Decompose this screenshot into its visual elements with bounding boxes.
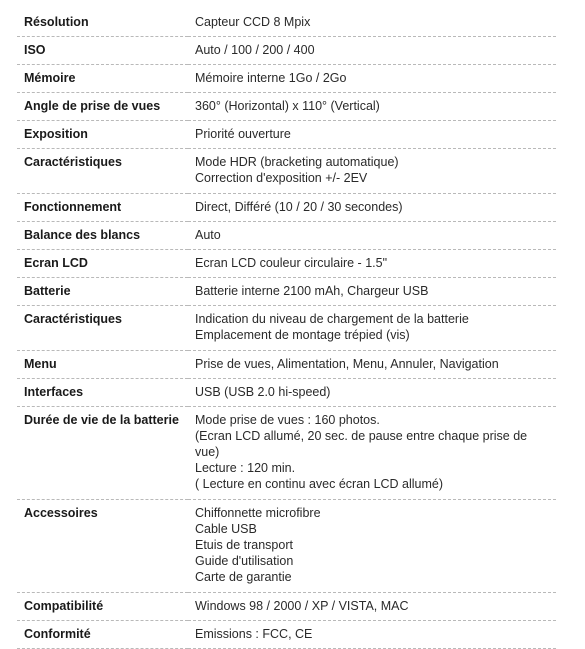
spec-value — [188, 278, 556, 306]
spec-value — [188, 379, 556, 407]
spec-row — [17, 149, 556, 194]
spec-value-line: Ecran LCD couleur circulaire - 1.5" — [195, 256, 388, 270]
spec-row — [17, 250, 556, 278]
spec-value — [188, 351, 556, 379]
spec-value-line: Batterie interne 2100 mAh, Chargeur USB — [195, 284, 429, 298]
spec-label: Accessoires — [17, 500, 188, 593]
spec-row — [17, 351, 556, 379]
spec-label: Caractéristiques — [17, 149, 188, 194]
spec-label: Angle de prise de vues — [17, 93, 188, 121]
spec-value-line: Carte de garantie — [195, 570, 292, 584]
spec-value-line: Mémoire interne 1Go / 2Go — [195, 71, 347, 85]
spec-label: Ecran LCD — [17, 250, 188, 278]
spec-value — [188, 121, 556, 149]
spec-row — [17, 278, 556, 306]
spec-value-line: USB (USB 2.0 hi-speed) — [195, 385, 331, 399]
spec-value — [188, 593, 556, 621]
spec-row — [17, 407, 556, 500]
spec-value — [188, 37, 556, 65]
spec-value-line: Cable USB — [195, 522, 257, 536]
spec-value — [188, 149, 556, 194]
spec-value-line: Chiffonnette microfibre — [195, 506, 321, 520]
spec-label: Batterie — [17, 278, 188, 306]
spec-row — [17, 500, 556, 593]
spec-label: Mémoire — [17, 65, 188, 93]
spec-value-line: (Ecran LCD allumé, 20 sec. de pause entre chaque prise de vue) — [195, 429, 528, 459]
spec-row — [17, 306, 556, 351]
spec-table-body — [17, 9, 556, 649]
spec-row — [17, 9, 556, 37]
spec-row — [17, 593, 556, 621]
spec-value-line: Mode prise de vues : 160 photos. — [195, 413, 380, 427]
spec-row — [17, 222, 556, 250]
spec-label: Caractéristiques — [17, 306, 188, 351]
spec-value — [188, 250, 556, 278]
spec-value-line: Etuis de transport — [195, 538, 293, 552]
spec-value-line: Auto / 100 / 200 / 400 — [195, 43, 315, 57]
spec-row — [17, 621, 556, 649]
spec-label: ISO — [17, 37, 188, 65]
spec-value — [188, 194, 556, 222]
spec-value-line: 360° (Horizontal) x 110° (Vertical) — [195, 99, 380, 113]
spec-value-line: Lecture : 120 min. — [195, 461, 296, 475]
spec-value-line: Emplacement de montage trépied (vis) — [195, 328, 410, 342]
spec-table — [17, 9, 556, 649]
spec-row — [17, 121, 556, 149]
spec-value — [188, 93, 556, 121]
spec-value-line: Capteur CCD 8 Mpix — [195, 15, 311, 29]
spec-row — [17, 194, 556, 222]
spec-value — [188, 500, 556, 593]
spec-value — [188, 407, 556, 500]
spec-value-line: Mode HDR (bracketing automatique) — [195, 155, 399, 169]
spec-row — [17, 93, 556, 121]
spec-value-line: Guide d'utilisation — [195, 554, 294, 568]
spec-label: Fonctionnement — [17, 194, 188, 222]
spec-value-line: Windows 98 / 2000 / XP / VISTA, MAC — [195, 599, 409, 613]
spec-value — [188, 222, 556, 250]
spec-value-line: Priorité ouverture — [195, 127, 291, 141]
spec-label: Interfaces — [17, 379, 188, 407]
spec-value-line: Auto — [195, 228, 221, 242]
spec-value-line: ( Lecture en continu avec écran LCD allumé) — [195, 477, 444, 491]
spec-label: Balance des blancs — [17, 222, 188, 250]
spec-value — [188, 306, 556, 351]
spec-value-line: Prise de vues, Alimentation, Menu, Annuler, Navigation — [195, 357, 499, 371]
spec-label: Menu — [17, 351, 188, 379]
spec-label: Conformité — [17, 621, 188, 649]
spec-label: Résolution — [17, 9, 188, 37]
spec-label: Exposition — [17, 121, 188, 149]
spec-value-line: Correction d'exposition +/- 2EV — [195, 171, 368, 185]
spec-row — [17, 379, 556, 407]
spec-value-line: Emissions : FCC, CE — [195, 627, 313, 641]
spec-row — [17, 37, 556, 65]
spec-value — [188, 621, 556, 649]
spec-label: Durée de vie de la batterie — [17, 407, 188, 500]
spec-value — [188, 9, 556, 37]
spec-row — [17, 65, 556, 93]
spec-value-line: Direct, Différé (10 / 20 / 30 secondes) — [195, 200, 403, 214]
spec-value — [188, 65, 556, 93]
spec-value-line: Indication du niveau de chargement de la batterie — [195, 312, 469, 326]
spec-label: Compatibilité — [17, 593, 188, 621]
